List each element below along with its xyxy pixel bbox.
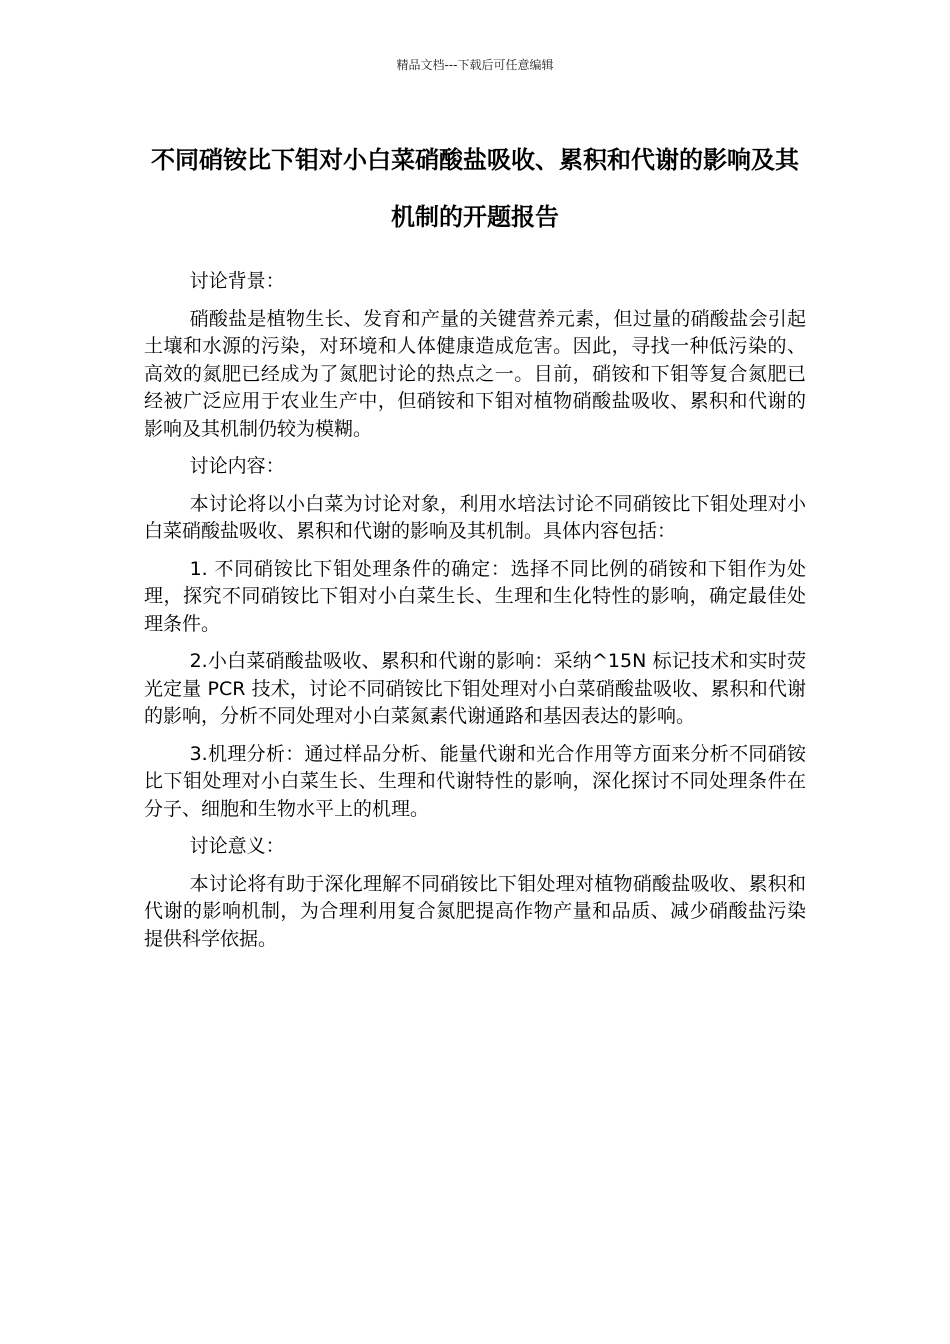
document-title: 不同硝铵比下钼对小白菜硝酸盐吸收、累积和代谢的影响及其机制的开题报告 bbox=[151, 146, 799, 231]
paragraph-significance: 本讨论将有助于深化理解不同硝铵比下钼处理对植物硝酸盐吸收、累积和代谢的影响机制，为合理利用复合氮肥提高作物产量和品质、减少硝酸盐污染提供科学依据。 bbox=[144, 872, 806, 950]
section-heading-significance: 讨论意义： bbox=[189, 835, 285, 857]
section-heading-content: 讨论内容： bbox=[189, 455, 285, 477]
paragraph-content-item-2: 2.小白菜硝酸盐吸收、累积和代谢的影响：采纳^15N 标记技术和实时荧光定量 PCR 技术，讨论不同硝铵比下钼处理对小白菜硝酸盐吸收、累积和代谢的影响，分析不同处理对小白菜氮素代谢通路和基因表达的影响。 bbox=[144, 650, 806, 727]
paragraph-content-intro: 本讨论将以小白菜为讨论对象，利用水培法讨论不同硝铵比下钼处理对小白菜硝酸盐吸收、累积和代谢的影响及其机制。具体内容包括： bbox=[144, 492, 806, 542]
paragraph-content-item-3: 3.机理分析：通过样品分析、能量代谢和光合作用等方面来分析不同硝铵比下钼处理对小白菜生长、生理和代谢特性的影响，深化探讨不同处理条件在分子、细胞和生物水平上的机理。 bbox=[144, 742, 806, 820]
paragraph-background: 硝酸盐是植物生长、发育和产量的关键营养元素，但过量的硝酸盐会引起土壤和水源的污染，对环境和人体健康造成危害。因此，寻找一种低污染的、高效的氮肥已经成为了氮肥讨论的热点之一。目前，硝铵和下钼等复合氮肥已经被广泛应用于农业生产中，但硝铵和下钼对植物硝酸盐吸收、累积和代谢的影响及其机制仍较为模糊。 bbox=[144, 307, 806, 440]
document-body bbox=[144, 268, 806, 963]
section-heading-background: 讨论背景： bbox=[189, 270, 285, 292]
paragraph-content-item-1: 1. 不同硝铵比下钼处理条件的确定：选择不同比例的硝铵和下钼作为处理，探究不同硝铵比下钼对小白菜生长、生理和生化特性的影响，确定最佳处理条件。 bbox=[144, 557, 806, 635]
header-note: 精品文档---下载后可任意编辑 bbox=[396, 58, 554, 72]
